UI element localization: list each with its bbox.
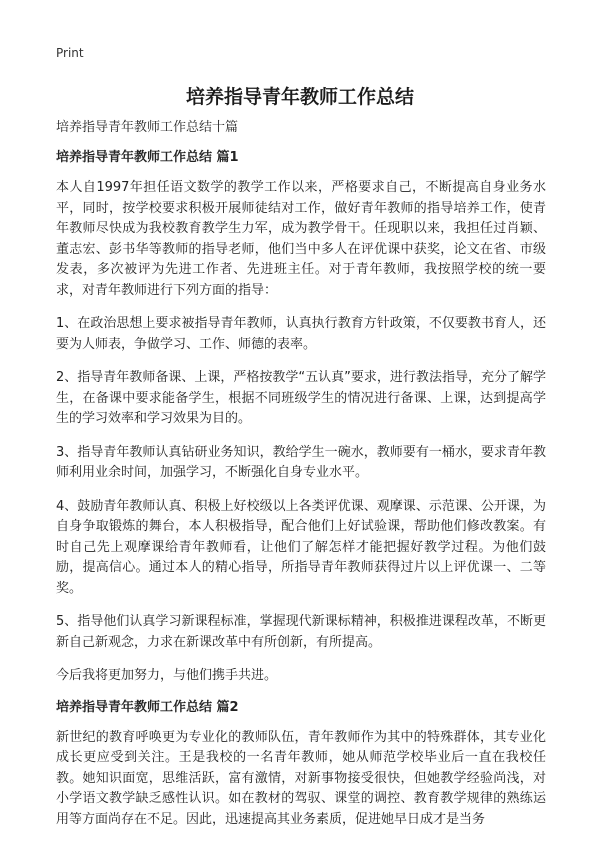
paragraph: 1、在政治思想上要求被指导青年教师，认真执行教育方针政策，不仅要教书育人，还要为人师表，争做学习、工作、师德的表率。 bbox=[56, 316, 546, 352]
paragraph: 新世纪的教育呼唤更为专业化的教师队伍，青年教师作为其中的特殊群体，其专业化成长更应受到关注。王是我校的一名青年教师，她从师范学校毕业后一直在我校任教。她知识面宽，思维活跃，富有激情，对新事物接受很快，但她教学经验尚浅，对小学语文教学缺乏感性认识。如在教材的驾驭、课堂的调控、教育教学规律的熟练运用等方面尚存在不足。因此，迅速提高其业务素质，促进她早日成才是当务 bbox=[56, 729, 546, 827]
paragraph: 2、指导青年教师备课、上课，严格按教学“五认真”要求，进行教法指导，充分了解学生，在备课中要求能备学生，根据不同班级学生的情况进行备课、上课，达到提高学生的学习效率和学习效果为目的。 bbox=[56, 370, 546, 426]
document-subtitle: 培养指导青年教师工作总结十篇 bbox=[56, 120, 239, 135]
page-title: 培养指导青年教师工作总结 bbox=[185, 86, 414, 108]
paragraph: 4、鼓励青年教师认真、积极上好校级以上各类评优课、观摩课、示范课、公开课，为自身争取锻炼的舞台，本人积极指导，配合他们上好试验课，帮助他们修改教案。有时自己先上观摩课给青年教师看，让他们了解怎样才能把握好教学过程。为他们鼓励，提高信心。通过本人的精心指导，所指导青年教师获得过片以上评优课一、二等奖。 bbox=[56, 498, 546, 596]
document-body bbox=[56, 120, 546, 843]
print-link[interactable]: Print bbox=[56, 46, 84, 60]
paragraph: 5、指导他们认真学习新课程标准，掌握现代新课标精神，积极推进课程改革，不断更新自己新观念，力求在新课改革中有所创新，有所提高。 bbox=[56, 614, 546, 650]
section-heading: 培养指导青年教师工作总结 篇1 bbox=[56, 150, 239, 165]
section-2 bbox=[56, 700, 546, 831]
section-1 bbox=[56, 150, 546, 687]
paragraph: 今后我将更加努力，与他们携手共进。 bbox=[56, 668, 278, 683]
paragraph: 本人自1997年担任语文数学的教学工作以来，严格要求自己，不断提高自身业务水平，同时，按学校要求积极开展师徒结对工作，做好青年教师的指导培养工作，使青年教师尽快成为我校教育教学生力军，成为教学骨干。任现职以来，我担任过肖颖、董志宏、彭书华等教师的指导老师，他们当中多人在评优课中获奖，论文在省、市级发表，多次被评为先进工作者、先进班主任。对于青年教师，我按照学校的统一要求，对青年教师进行下列方面的指导： bbox=[56, 180, 546, 298]
section-heading: 培养指导青年教师工作总结 篇2 bbox=[56, 699, 239, 715]
paragraph: 3、指导青年教师认真钻研业务知识，教给学生一碗水，教师要有一桶水，要求青年教师利用业余时间，加强学习，不断强化自身专业水平。 bbox=[56, 444, 546, 480]
